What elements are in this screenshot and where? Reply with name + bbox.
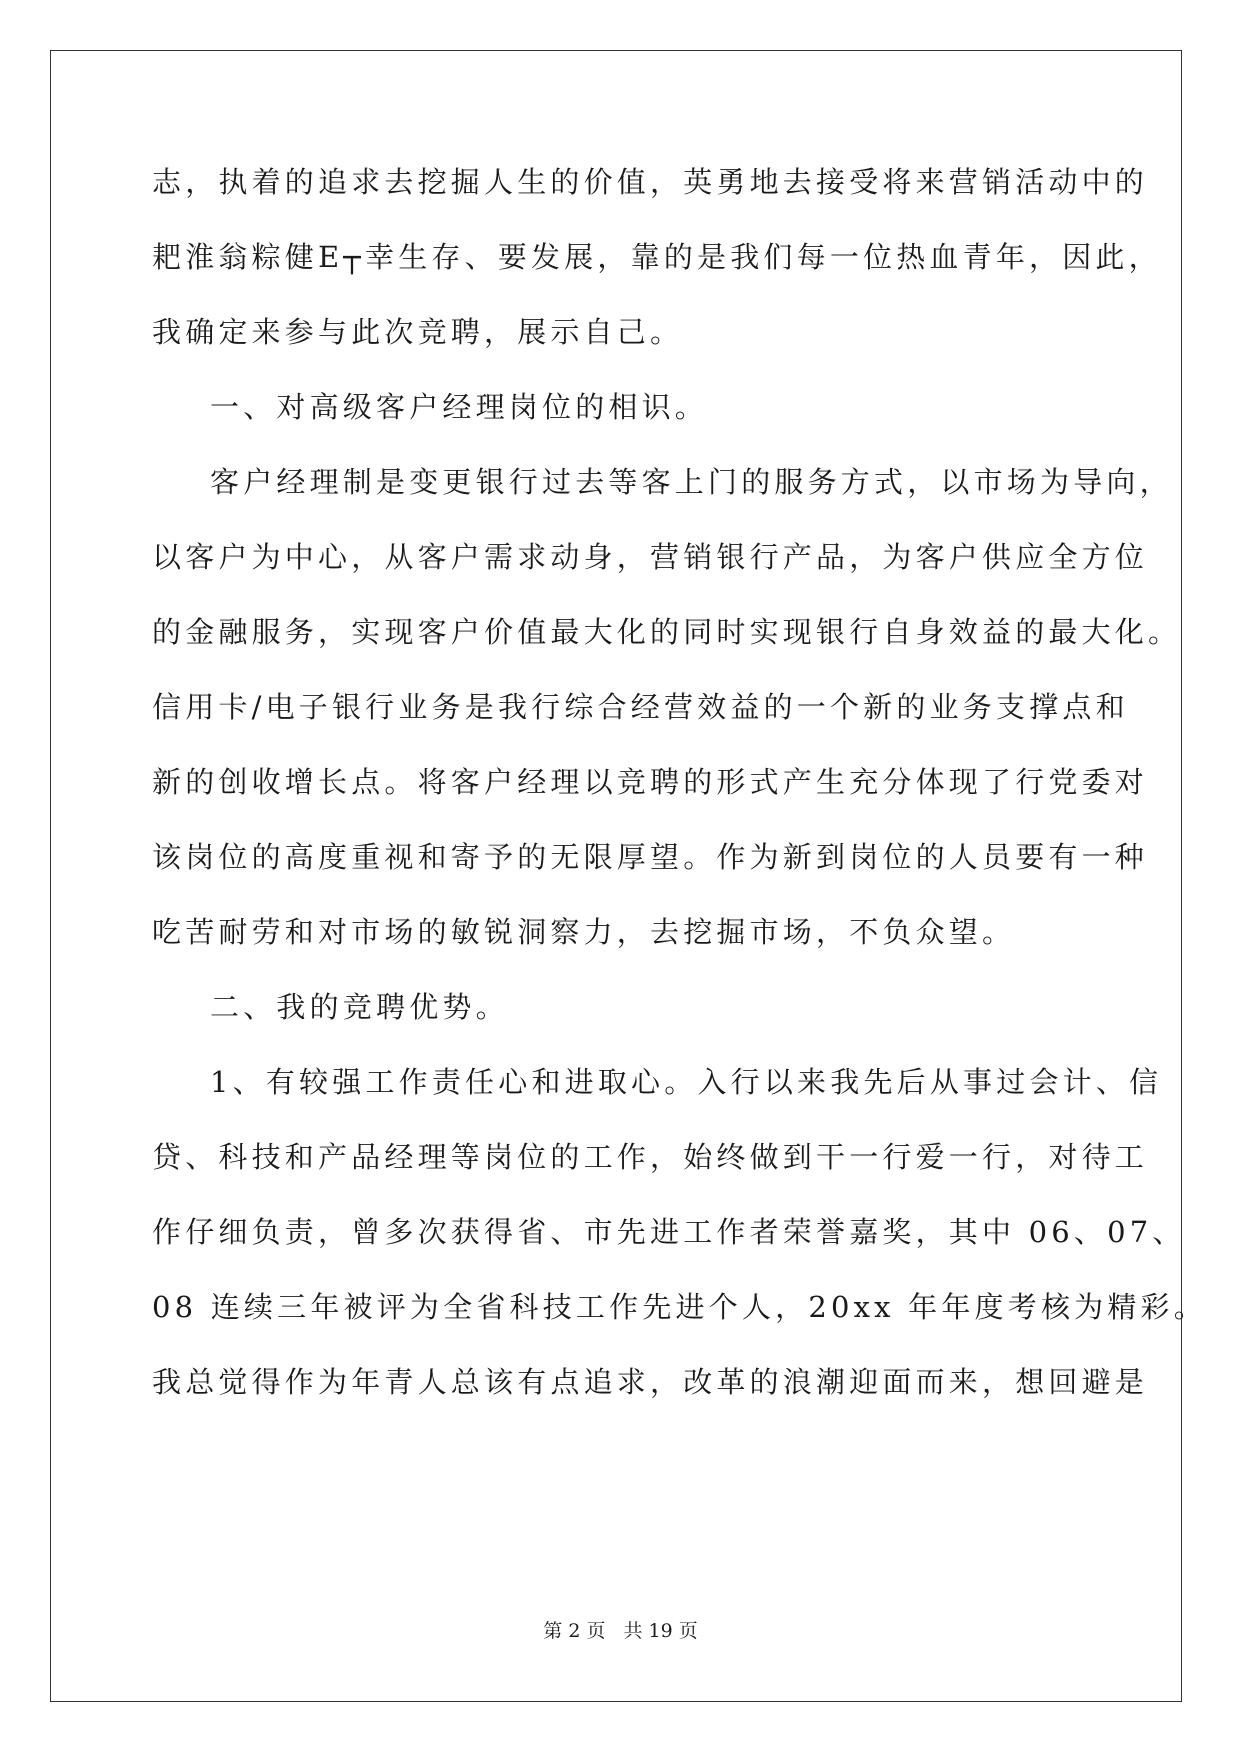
text-line: 该岗位的高度重视和寄予的无限厚望。作为新到岗位的人员要有一种 [152,840,1149,874]
text-line: 志，执着的追求去挖掘人生的价值，英勇地去接受将来营销活动中的 [152,165,1149,199]
text-line: 的金融服务，实现客户价值最大化的同时实现银行自身效益的最大化。 [152,615,1182,649]
text-line: 信用卡/电子银行业务是我行综合经营效益的一个新的业务支撑点和 [152,690,1129,724]
text-line: 我确定来参与此次竞聘，展示自己。 [152,315,684,349]
text-line: 作仔细负责，曾多次获得省、市先进工作者荣誉嘉奖，其中 06、07、 [152,1215,1186,1249]
page-total: 共 19 页 [623,1620,698,1642]
text-line: 我总觉得作为年青人总该有点追求，改革的浪潮迎面而来，想回避是 [152,1365,1149,1399]
section-heading: 二、我的竞聘优势。 [210,990,509,1024]
text-line: 08 连续三年被评为全省科技工作先进个人，20xx 年年度考核为精彩。 [152,1290,1207,1324]
page-footer [0,1616,1241,1643]
text-line: 吃苦耐劳和对市场的敏锐洞察力，去挖掘市场，不负众望。 [152,915,1016,949]
text-line: 客户经理制是变更银行过去等客上门的服务方式，以市场为导向， [210,465,1173,499]
text-line: 贷、科技和产品经理等岗位的工作，始终做到干一行爱一行，对待工 [152,1140,1149,1174]
text-line: 新的创收增长点。将客户经理以竞聘的形式产生充分体现了行党委对 [152,765,1149,799]
text-line: 以客户为中心，从客户需求动身，营销银行产品，为客户供应全方位 [152,540,1149,574]
text-line: 耙淮翁粽健E┬幸生存、要发展，靠的是我们每一位热血青年，因此， [152,240,1162,274]
text-line: 1、有较强工作责任心和进取心。入行以来我先后从事过会计、信 [210,1065,1163,1099]
section-heading: 一、对高级客户经理岗位的相识。 [210,390,709,424]
page-number: 第 2 页 [543,1620,606,1642]
